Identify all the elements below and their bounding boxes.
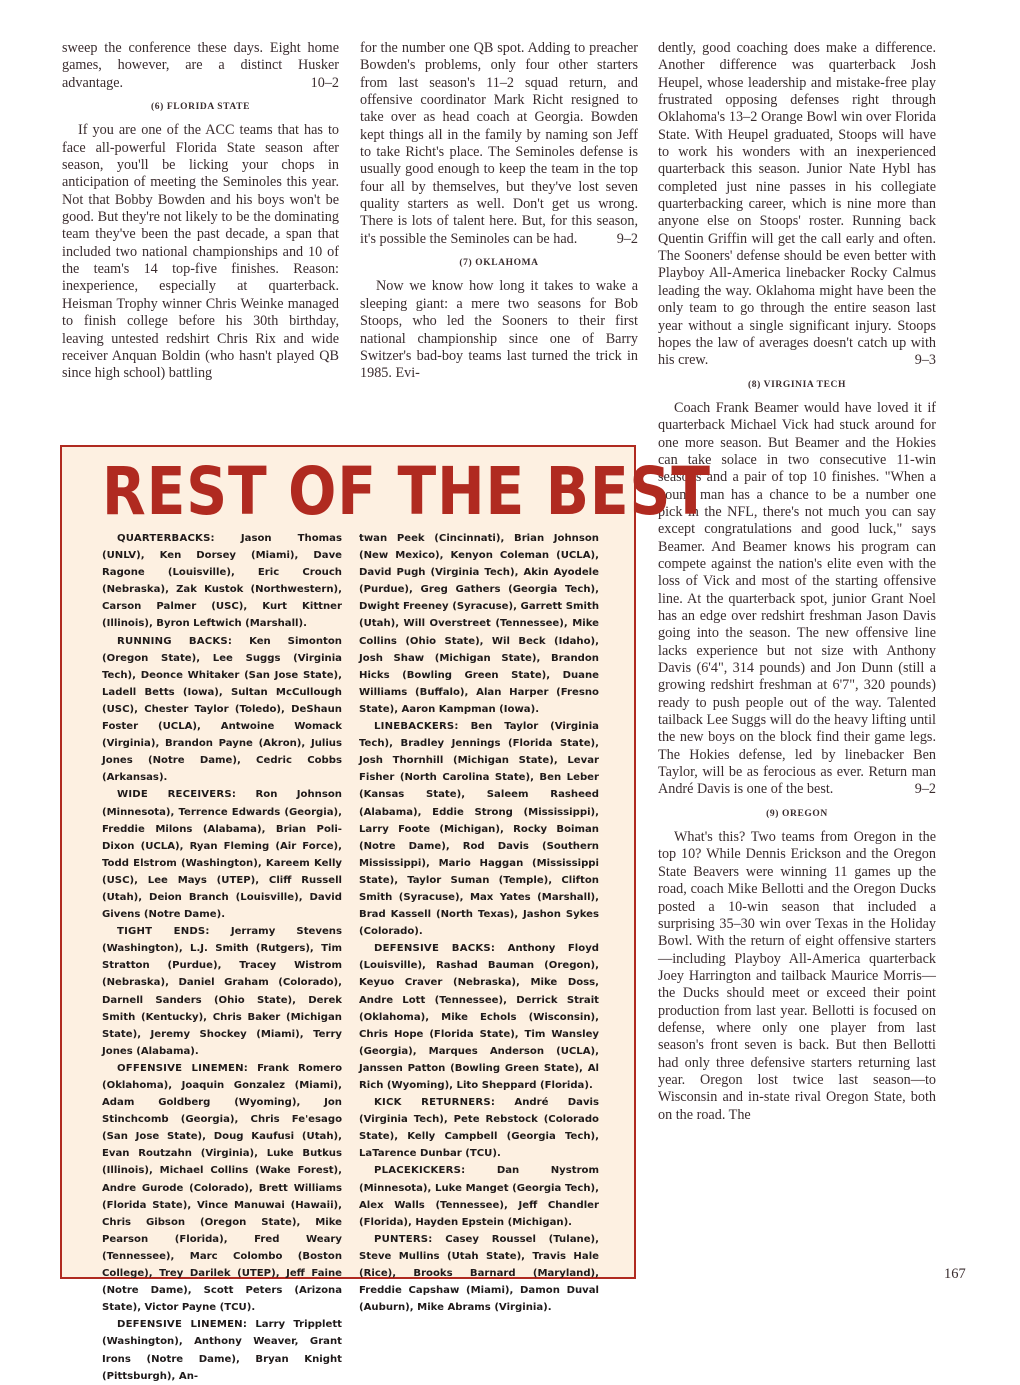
husker-paragraph-end: sweep the conference these days. Eight home games, however, are a distinct Husker advantage. 10–2 (62, 40, 339, 91)
article-column-1 (62, 40, 339, 383)
page-number: 167 (944, 1266, 966, 1282)
section-head-florida-state: (6) FLORIDA STATE (150, 102, 251, 113)
roster-wide-receivers: WIDE RECEIVERS: Ron Johnson (Minnesota), Terrence Edwards (Georgia), Freddie Milons (Alabama), Brian Poli-Dixon (UCLA), Ryan Fleming (Air Force), Todd Elstrom (Washington), Kareem Kelly (USC), Lee Mays (UTEP), Cliff Russell (Utah), Deion Branch (Louisville), David Givens (Notre Dame). (102, 789, 342, 921)
virginia-tech-paragraph: Coach Frank Beamer would have loved it if quarterback Michael Vick had stuck around for one more season. But Beamer and the Hokies can take solace in two consecutive 11-win seasons and a pair of top 10 finishes. "When a young man has a chance to be a number one pick in the NFL, there's not much you can say except congratulations and good luck," says Beamer. And Beamer knows his program can compete against the nation's elite even with the loss of Vick and most of the starting offensive line. At the quarterback spot, junior Grant Noel has an edge over redshirt freshman Jason Davis going into the season. The new offensive line lacks experience but not size with Anthony Davis (6'4", 314 pounds) and Jon Dunn (still a growing redshirt freshman at 6'7", 320 pounds) ready to push people out of the way. Talented tailback Lee Suggs will do the heavy lifting until the new boys on the block find their game legs. The Hokies defense, led by linebacker Ben Taylor, will be as ferocious as ever. Return man André Davis is one of the best. 9–2 (658, 399, 936, 798)
rest-of-the-best-sidebar (60, 445, 711, 1382)
record-virginia-tech: 9–2 (914, 781, 936, 798)
record-oklahoma: 9–3 (914, 352, 936, 369)
oklahoma-paragraph-cont: dently, good coaching does make a difference. Another difference was quarterback Josh Heupel, whose leadership and mistake-free play frustrated opposing defenses right through Oklahoma's 13–2 Orange Bowl win over Florida State. With Heupel graduated, Stoops will have to work his wonders with an inexperienced quarterback this season. Junior Nate Hybl has completed just nine passes in his collegiate quarterbacking career, which is nine more than anyone else on Stoops' roster. Running back Quentin Griffin will get the call early and often. The Sooners' defense should be even better with Playboy All-America linebacker Rocky Calmus leading the way. Oklahoma might have been the only team to go through the entire season last year without a single significant injury. Stoops hopes the law of averages doesn't catch up with his crew. 9–3 (658, 40, 936, 369)
oregon-paragraph: What's this? Two teams from Oregon in the top 10? While Dennis Erickson and the Oregon State Beavers were winning 11 games up the road, coach Mike Bellotti and the Oregon Ducks posted a 10-win season that included a surprising 35–30 win over Texas in the Holiday Bowl. With the return of eight offensive starters—including Playboy All-America quarterback Joey Harrington and tailback Maurice Morris—the Ducks should meet or exceed their point production from last year. Bellotti is focused on defense, where only one player from last season's front seven is back. But then Bellotti had only three defensive starters returning last year. Oregon lost twice last season—to Wisconsin and in-state rival Oregon State, both on the road. The (658, 829, 936, 1123)
sidebar-column-left (102, 530, 342, 1385)
record-nebraska: 10–2 (310, 74, 339, 91)
roster-quarterbacks: QUARTERBACKS: Jason Thomas (UNLV), Ken Dorsey (Miami), Dave Ragone (Louisville), Eric Crouch (Nebraska), Zak Kustok (Northwestern), Carson Palmer (USC), Kurt Kittner (Illinois), Byron Leftwich (Marshall). (102, 533, 342, 630)
sidebar-title: REST OF THE BEST (102, 453, 711, 530)
sidebar-column-right (359, 530, 599, 1316)
roster-offensive-linemen: OFFENSIVE LINEMEN: Frank Romero (Oklahoma), Joaquin Gonzalez (Miami), Adam Goldberg (Wyoming), Jon Stinchcomb (Georgia), Chris Fe'esago (San Jose State), Doug Kaufusi (Utah), Evan Routzahn (Virginia), Luke Butkus (Illinois), Michael Collins (Wake Forest), Andre Gurode (Colorado), Brett Williams (Florida State), Vince Manuwai (Hawaii), Chris Gibson (Oregon State), Mike Pearson (Florida), Fred Weary (Tennessee), Marc Colombo (Boston College), Trey Darilek (UTEP), Jeff Faine (Notre Dame), Scott Peters (Arizona State), Victor Payne (TCU). (102, 1062, 343, 1314)
section-head-oregon: (9) OREGON (766, 808, 828, 819)
roster-defensive-linemen-cont: twan Peek (Cincinnati), Brian Johnson (New Mexico), Kenyon Coleman (UCLA), David Pugh (Virginia Tech), Akin Ayodele (Purdue), Greg Gathers (Georgia Tech), Dwight Freeney (Syracuse), Garrett Smith (Utah), Will Overstreet (Tennessee), Mike Collins (Ohio State), Wil Beck (Idaho), Josh Shaw (Michigan State), Brandon Hicks (Bowling Green State), Duane Williams (Buffalo), Alan Harper (Fresno State), Aaron Kampman (Iowa). (359, 533, 599, 715)
roster-defensive-backs: DEFENSIVE BACKS: Anthony Floyd (Louisville), Rashad Bauman (Oregon), Keyuo Craver (Nebraska), Mike Doss, Andre Lott (Tennessee), Derrick Strait (Oklahoma), Mike Echols (Wisconsin), Chris Hope (Florida State), Tim Wansley (Georgia), Marques Anderson (UCLA), Janssen Patton (Bowling Green State), Al Rich (Wyoming), Lito Sheppard (Florida). (359, 943, 600, 1091)
roster-tight-ends: TIGHT ENDS: Jerramy Stevens (Washington), L.J. Smith (Rutgers), Tim Stratton (Purdue), Tracey Wistrom (Nebraska), Daniel Graham (Colorado), Darnell Sanders (Ohio State), Derek Smith (Kentucky), Chris Baker (Michigan State), Jeremy Shockey (Miami), Terry Jones (Alabama). (102, 926, 342, 1057)
record-florida-state: 9–2 (616, 230, 638, 247)
roster-placekickers: PLACEKICKERS: Dan Nystrom (Minnesota), Luke Manget (Georgia Tech), Alex Walls (Tennessee), Jeff Chandler (Florida), Hayden Epstein (Michigan). (359, 1165, 599, 1228)
section-head-virginia-tech: (8) VIRGINIA TECH (747, 379, 846, 390)
article-column-3 (658, 40, 936, 1124)
oklahoma-paragraph: Now we know how long it takes to wake a sleeping giant: a mere two seasons for Bob Stoops, who led the Sooners to their first national championship since one of Barry Switzer's bad-boy teams last turned the trick in 1985. Evi- (360, 278, 638, 382)
roster-punters: PUNTERS: Casey Roussel (Tulane), Steve Mullins (Utah State), Travis Hale (Rice), Brooks Barnard (Maryland), Freddie Capshaw (Miami), Damon Duval (Auburn), Mike Abrams (Virginia). (359, 1233, 599, 1314)
roster-linebackers: LINEBACKERS: Ben Taylor (Virginia Tech), Bradley Jennings (Florida State), Josh Thornhill (Michigan State), Levar Fisher (North Carolina State), Ben Leber (Kansas State), Saleem Rasheed (Alabama), Eddie Strong (Mississippi), Larry Foote (Michigan), Rocky Boiman (Notre Dame), Rod Davis (Southern Mississippi), Mario Haggan (Mississippi State), Taylor Suman (Temple), Clifton Smith (Syracuse), Max Yates (Marshall), Brad Kassell (North Texas), Jashon Sykes (Colorado). (359, 721, 599, 938)
roster-defensive-linemen: DEFENSIVE LINEMEN: Larry Tripplett (Washington), Anthony Weaver, Grant Irons (Notre Dame), Bryan Knight (Pittsburgh), An- (102, 1319, 342, 1382)
roster-kick-returners: KICK RETURNERS: André Davis (Virginia Tech), Pete Rebstock (Colorado State), Kelly Campbell (Georgia Tech), LaTarence Dunbar (TCU). (359, 1097, 600, 1160)
florida-state-paragraph: If you are one of the ACC teams that has to face all-powerful Florida State season after season, you'll be licking your chops in anticipation of meeting the Seminoles this year. Not that Bobby Bowden and his boys won't be good. But they're not likely to be the dominating team they've been the past decade, a span that included two national championships and 10 of the team's 14 top-five finishes. Reason: inexperience, especially at quarterback. Heisman Trophy winner Chris Weinke managed to finish college before his 30th birthday, leaving untested redshirt Chris Rix and wide receiver Anquan Boldin (who hasn't played QB since high school) battling (62, 122, 339, 382)
section-head-oklahoma: (7) OKLAHOMA (459, 258, 539, 269)
florida-state-paragraph-cont: for the number one QB spot. Adding to preacher Bowden's problems, only four other starters from last season's 11–2 squad return, and offensive coordinator Mark Richt resigned to take over as head coach at Georgia. Bowden kept things all in the family by naming son Jeff to take Richt's place. The Seminoles defense is usually good enough to keep the team in the top four all by themselves, but they've lost seven quality starters as well. Don't get us wrong. There is lots of talent here. But, for this season, it's possible the Seminoles can be had. 9–2 (360, 40, 638, 247)
roster-running-backs: RUNNING BACKS: Ken Simonton (Oregon State), Lee Suggs (Virginia Tech), Deonce Whitaker (San Jose State), Ladell Betts (Iowa), Sultan McCullough (USC), Chester Taylor (Toledo), DeShaun Foster (UCLA), Antwoine Womack (Virginia), Brandon Payne (Akron), Julius Jones (Notre Dame), Cedric Cobbs (Arkansas). (102, 635, 342, 784)
article-column-2 (360, 40, 638, 383)
